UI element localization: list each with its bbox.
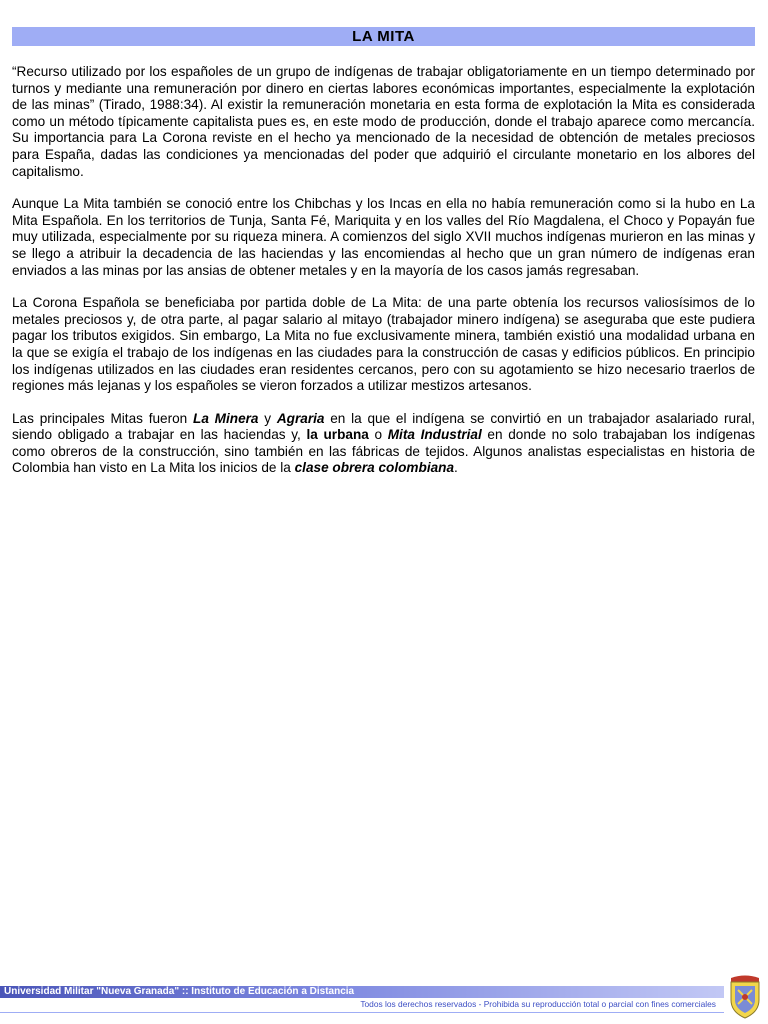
- text-run: y: [258, 410, 277, 426]
- page-title-bar: [12, 27, 755, 46]
- term-clase-obrera: clase obrera colombiana: [294, 460, 455, 476]
- term-la-urbana: la urbana: [306, 427, 369, 443]
- paragraph-crown-benefit: La Corona Española se beneficiaba por partida doble de La Mita: de una parte obtenía los recursos valiosísimos de lo metales preciosos y, de otra parte, al pagar salario al mitayo (trabajador minero indígena) se aseguraba que este pudiera pagar los tributos exigidos. Sin embargo, La Mita no fue exclusivamente minera, también existió una modalidad urbana en la que se exigía el trabajo de los indígenas en las ciudades para la construcción de casas y edificios públicos. En principio los indígenas utilizados en las ciudades eran residentes cercanos, pero con su agotamiento se hizo necesario traerlos de regiones más lejanas y los españoles se vieron forzados a utilizar mestizos artesanos.: [12, 295, 755, 394]
- crest-top-band: [731, 976, 759, 983]
- university-crest-icon: [726, 974, 764, 1020]
- text-run: en donde no solo trabajaban los indígenas como obreros de la construcción, sino también en las fábricas de tejidos. Algunos analistas especialistas en historia de Colombia han visto en La Mita los inicios de la: [12, 427, 755, 476]
- text-run: Las principales Mitas fueron: [12, 410, 194, 426]
- paragraph-definition: “Recurso utilizado por los españoles de un grupo de indígenas de trabajar obligatoriamente en un tiempo determinado por turnos y mediante una remuneración por dinero en ciertas labores económicas importantes, especialmente la explotación de las minas” (Tirado, 1988:34). Al existir la remuneración monetaria en esta forma de explotación la Mita es considerada como un método típicamente capitalista pues es, en este modo de producción, donde el trabajo aparece como mercancía. Su importancia para La Corona reviste en el hecho ya mencionado de la necesidad de obtención de metales preciosos para España, dadas las condiciones ya mencionadas del poder que adquirió el circulante monetario en los albores del capitalismo.: [12, 64, 755, 179]
- term-agraria: Agraria: [276, 410, 325, 426]
- text-run: en la que el indígena se convirtió en un trabajador asalariado rural, siendo obligado a trabajar en las haciendas y,: [12, 410, 755, 443]
- footer-rights: Todos los derechos reservados - Prohibida su reproducción total o parcial con fines comerciales: [360, 999, 716, 1009]
- paragraph-history: Aunque La Mita también se conoció entre los Chibchas y los Incas en ella no había remuneración como si la hubo en La Mita Española. En los territorios de Tunja, Santa Fé, Mariquita y en los valles del Río Magdalena, el Choco y Popayán fue muy utilizada, especialmente por su riqueza minera. A comienzos del siglo XVII muchos indígenas murieron en las minas y se llego a atribuir la decadencia de las haciendas y las encomiendas al hecho que un gran número de indígenas eran enviados a las minas por las ansias de obtener metales y en la mayoría de los casos jamás regresaban.: [12, 196, 755, 278]
- paragraph-main-mitas: [12, 411, 755, 477]
- term-mita-industrial: Mita Industrial: [387, 427, 482, 443]
- footer-divider: [0, 1012, 724, 1013]
- term-la-minera: La Minera: [193, 410, 259, 426]
- footer-bar: [0, 986, 724, 998]
- page-title: LA MITA: [352, 28, 415, 45]
- footer-institution: Universidad Militar "Nueva Granada" :: Instituto de Educación a Distancia: [4, 986, 355, 997]
- text-run: o: [368, 427, 388, 443]
- crest-center-dot: [742, 994, 748, 1000]
- article-body: [12, 64, 755, 493]
- text-run: .: [454, 460, 458, 476]
